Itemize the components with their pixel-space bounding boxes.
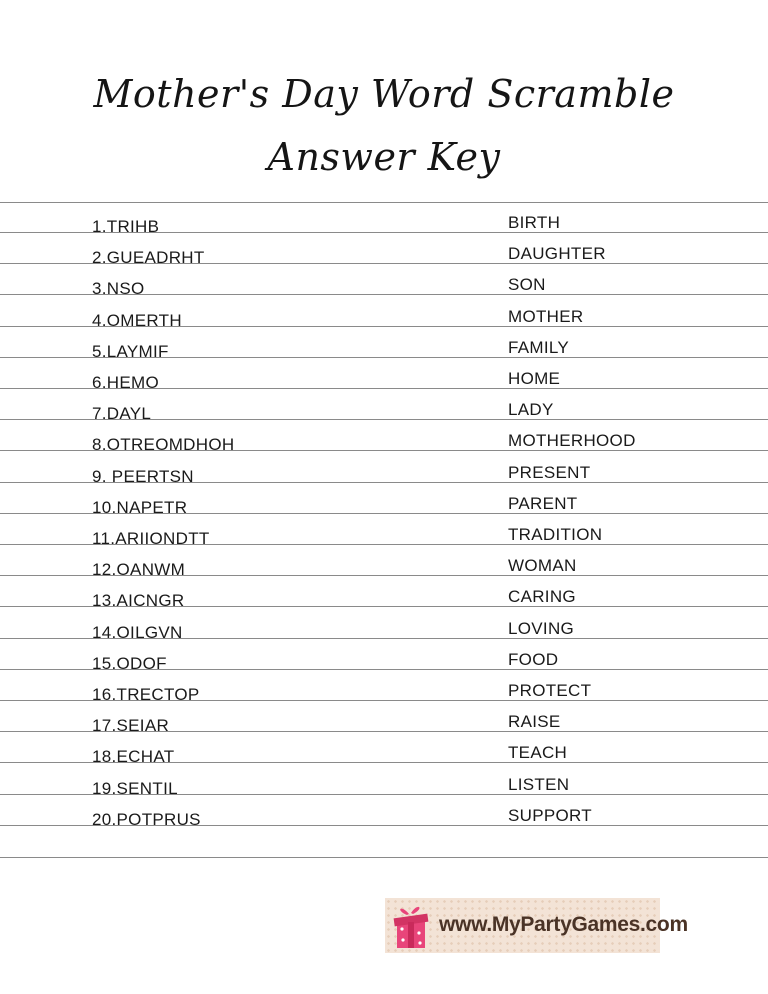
answer-word: PARENT bbox=[508, 493, 578, 513]
scrambled-word: 14.OILGVN bbox=[92, 622, 183, 642]
answer-word: FAMILY bbox=[508, 337, 570, 357]
answer-row bbox=[0, 764, 768, 798]
answer-word: RAISE bbox=[508, 712, 561, 732]
answer-row bbox=[0, 296, 768, 330]
page-subtitle: Answer Key bbox=[267, 135, 501, 179]
answer-row bbox=[0, 639, 768, 673]
answer-row bbox=[0, 732, 768, 767]
answer-word: MOTHER bbox=[508, 306, 584, 326]
answer-word: BIRTH bbox=[508, 213, 561, 232]
answer-word: PRESENT bbox=[508, 462, 591, 482]
scrambled-word: 15.ODOF bbox=[92, 653, 167, 673]
answer-word: SUPPORT bbox=[508, 805, 592, 825]
page-title: Mother's Day Word Scramble bbox=[93, 72, 675, 116]
answer-row bbox=[0, 701, 768, 736]
answer-row bbox=[0, 576, 768, 611]
scrambled-word: 18.ECHAT bbox=[92, 747, 175, 767]
answer-row bbox=[0, 389, 768, 424]
answer-word: DAUGHTER bbox=[508, 244, 606, 264]
answer-row bbox=[0, 202, 768, 236]
scrambled-word: 1.TRIHB bbox=[92, 217, 160, 236]
scrambled-word: 6.HEMO bbox=[92, 373, 159, 392]
scrambled-word: 12.OANWM bbox=[92, 560, 186, 580]
answer-row bbox=[0, 670, 768, 704]
answer-word: HOME bbox=[508, 369, 561, 388]
gift-box-icon bbox=[391, 902, 431, 950]
rule-line bbox=[0, 857, 768, 858]
scrambled-word: 3.NSO bbox=[92, 279, 145, 299]
scrambled-word: 10.NAPETR bbox=[92, 497, 188, 517]
rule-line bbox=[0, 202, 768, 203]
scrambled-word: 13.AICNGR bbox=[92, 591, 185, 611]
answer-row bbox=[0, 514, 768, 548]
answer-row bbox=[0, 264, 768, 299]
answer-word: SON bbox=[508, 275, 546, 295]
scrambled-word: 5.LAYMIF bbox=[92, 341, 169, 361]
answer-word: TRADITION bbox=[508, 525, 603, 544]
answer-word: LADY bbox=[508, 400, 554, 420]
scrambled-word: 9. PEERTSN bbox=[92, 466, 194, 486]
answer-word: CARING bbox=[508, 587, 576, 607]
answer-row bbox=[0, 233, 768, 268]
answer-row bbox=[0, 420, 768, 455]
scrambled-word: 17.SEIAR bbox=[92, 716, 170, 736]
answer-word: LOVING bbox=[508, 618, 575, 638]
answer-word: PROTECT bbox=[508, 681, 592, 700]
answer-word: WOMAN bbox=[508, 556, 577, 576]
scrambled-word: 4.OMERTH bbox=[92, 310, 182, 330]
answer-row bbox=[0, 795, 768, 829]
answer-row bbox=[0, 358, 768, 392]
answer-row bbox=[0, 608, 768, 642]
site-url[interactable]: www.MyPartyGames.com bbox=[439, 913, 688, 936]
answer-row bbox=[0, 483, 768, 517]
answer-word: FOOD bbox=[508, 649, 559, 669]
answer-row bbox=[0, 545, 768, 580]
scrambled-word: 11.ARIIONDTT bbox=[92, 529, 210, 548]
scrambled-word: 20.POTPRUS bbox=[92, 809, 201, 829]
answer-word: TEACH bbox=[508, 743, 568, 763]
scrambled-word: 7.DAYL bbox=[92, 404, 152, 424]
answer-word: MOTHERHOOD bbox=[508, 431, 636, 451]
answer-row bbox=[0, 327, 768, 361]
site-logo[interactable] bbox=[385, 898, 688, 953]
scrambled-word: 16.TRECTOP bbox=[92, 685, 200, 704]
scrambled-word: 19.SENTIL bbox=[92, 778, 178, 798]
scrambled-word: 2.GUEADRHT bbox=[92, 248, 205, 268]
answer-word: LISTEN bbox=[508, 774, 570, 794]
scrambled-word: 8.OTREOMDHOH bbox=[92, 435, 235, 455]
answer-row bbox=[0, 452, 768, 486]
